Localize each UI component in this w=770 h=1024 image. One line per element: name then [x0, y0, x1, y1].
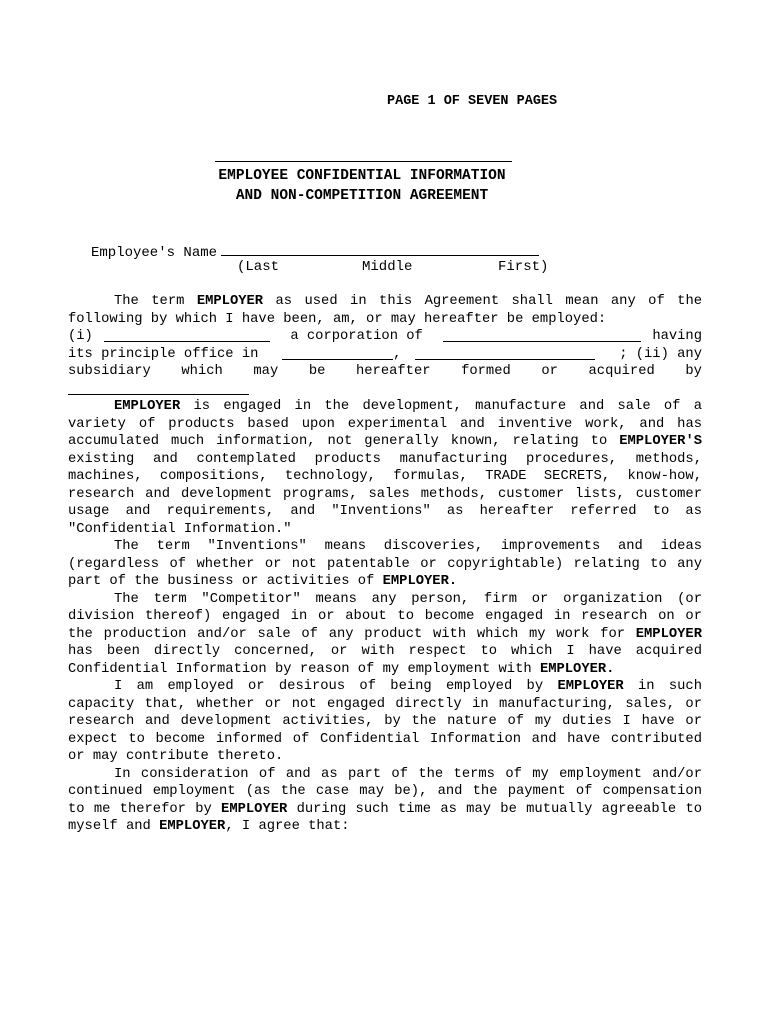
p1-comma: , — [393, 346, 402, 362]
title-line-2: AND NON-COMPETITION AGREEMENT — [235, 188, 489, 204]
p1-office-label: its principle office in — [68, 346, 259, 362]
p1-line-acquirer — [68, 381, 702, 399]
corporation-state-blank[interactable] — [443, 328, 641, 342]
p1-word: acquired — [588, 364, 655, 379]
employee-name-row — [91, 241, 539, 261]
p1-line-office — [68, 346, 702, 364]
p3-text-a: The term "Inventions" means discoveries, improvements and ideas (regardless of whether or not patentable or copyrightable) relating to any part of the business or activities of — [68, 539, 702, 589]
employer-name-blank[interactable] — [104, 328, 270, 342]
document-title — [0, 166, 724, 206]
acquirer-blank[interactable] — [68, 381, 249, 395]
p1-employer: EMPLOYER — [196, 294, 264, 309]
p1-word: formed — [461, 364, 511, 379]
office-city-blank[interactable] — [282, 346, 393, 360]
p1-word: subsidiary — [68, 364, 151, 379]
p1-word: may — [253, 364, 279, 379]
p3-employer: EMPLOYER. — [382, 574, 458, 589]
name-sub-last: (Last — [237, 259, 280, 275]
title-line-1: EMPLOYEE CONFIDENTIAL INFORMATION — [218, 168, 506, 184]
p1-item-ii: ; (ii) any — [619, 346, 702, 362]
paragraph-confidential-information — [68, 398, 702, 538]
name-sub-first: First) — [498, 259, 549, 275]
p1-word: be — [308, 364, 326, 379]
p5-text-a: I am employed or desirous of being employed by — [114, 679, 558, 694]
paragraph-inventions — [68, 538, 702, 591]
p6-text-c: , I agree that: — [225, 819, 350, 834]
title-rule — [215, 161, 512, 162]
p4-text-a: The term "Competitor" means any person, firm or organization (or division thereof) engaged in or about to become engaged in research on or the production and/or sale of any product with which my work for — [68, 591, 702, 642]
employee-name-field[interactable] — [221, 241, 539, 256]
p4-employer: EMPLOYER — [635, 626, 702, 642]
spacer — [401, 346, 415, 364]
p6-employer-2: EMPLOYER — [159, 819, 226, 834]
name-sub-middle: Middle — [362, 259, 413, 275]
paragraph-competitor — [68, 591, 702, 679]
p1-word: or — [541, 364, 558, 379]
p6-text-a: In consideration of and as part of the terms of my employment and/or continued employment (as the case may be), and the payment of compensation to me therefor by — [68, 766, 702, 817]
paragraph-consideration — [68, 766, 702, 836]
p2-employer: EMPLOYER — [114, 399, 181, 414]
p1-office-blanks — [282, 346, 595, 364]
p1-having: having — [652, 329, 702, 344]
p4-employer-2: EMPLOYER. — [539, 661, 615, 677]
p1-line-subsidiary — [68, 363, 702, 381]
page-number: PAGE 1 OF SEVEN PAGES — [387, 94, 558, 109]
p6-employer: EMPLOYER — [221, 801, 288, 817]
employee-name-label: Employee's Name — [91, 245, 218, 261]
p1-line-corporation — [68, 328, 702, 346]
p1-corporation-of: a corporation of — [282, 329, 432, 344]
p1-text-b: as used in this Agreement shall mean any of the following by which I have been, am, or may hereafter be employed: — [68, 294, 703, 327]
agreement-body — [68, 293, 702, 836]
p5-employer: EMPLOYER — [557, 679, 624, 694]
p2-text-a: is engaged in the development, manufacture and sale of a variety of products based upon experimental and inventive work, and has accumulated much information, not generally known, relating to — [68, 399, 702, 449]
p1-text-a: The term — [114, 294, 197, 309]
p1-word: by — [685, 364, 702, 379]
p1-word: hereafter — [355, 364, 431, 379]
paragraph-employment-capacity — [68, 678, 702, 766]
p2-text-b: existing and contemplated products manufacturing procedures, methods, machines, compositions, technology, formulas, TRADE SECRETS, know-how, research and development programs, sales methods, customer lists, customer usage and requirements, and "Inventions" as hereafter referred to as "Confidential Information." — [68, 451, 702, 537]
paragraph-employer-definition — [68, 293, 702, 328]
p4-text-b: has been directly concerned, or with respect to which I have acquired Confidential Information by reason of my employment with — [68, 644, 702, 677]
office-state-blank[interactable] — [415, 346, 595, 360]
p5-text-b: in such capacity that, whether or not engaged directly in manufacturing, sales, or research and development activities, by the nature of my duties I have or expect to become informed of Confidential Information and have contributed or may contribute thereto. — [68, 679, 702, 764]
p1-item-i: (i) — [68, 329, 93, 344]
p6-text-b: during such time as may be mutually agreeable to myself and — [68, 801, 703, 834]
p1-word: which — [181, 364, 223, 379]
p2-employers: EMPLOYER'S — [619, 434, 702, 449]
